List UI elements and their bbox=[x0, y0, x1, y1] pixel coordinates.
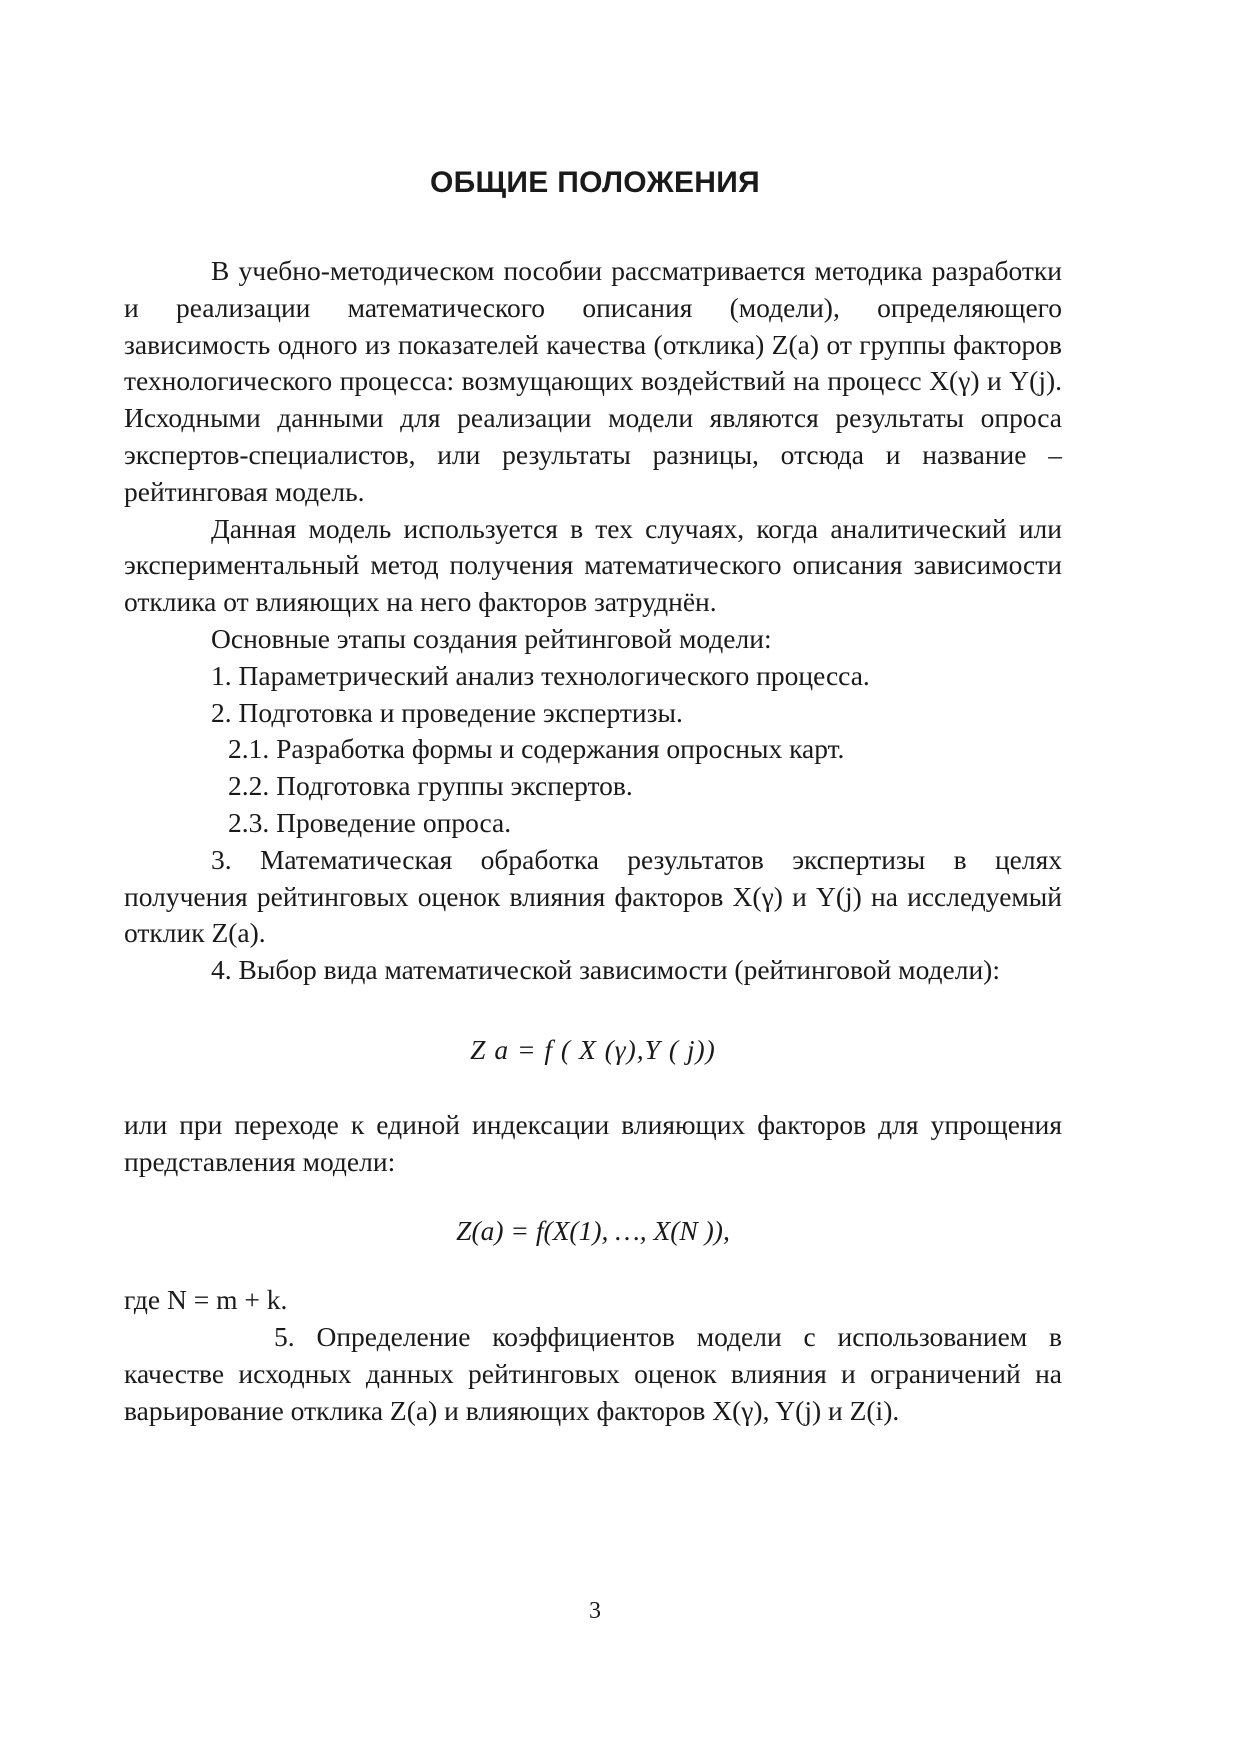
rating-model-formula: Z a = f ( X (γ),Y ( j)) bbox=[470, 1033, 716, 1065]
step-2-1: 2.1. Разработка формы и содержания опросных карт. bbox=[228, 733, 845, 765]
usage-paragraph: Данная модель используется в тех случаях, когда аналитический или экспериментальный метод получения математического описания зависимости отклика от влияющих на него факторов затруднён. bbox=[124, 512, 1062, 618]
step-1: 1. Параметрический анализ технологического процесса. bbox=[211, 659, 870, 691]
body-text bbox=[124, 253, 1062, 1429]
stages-intro: Основные этапы создания рейтинговой модели: bbox=[211, 622, 772, 654]
unified-index-formula: Z(a) = f(X(1), …, X(N )), bbox=[456, 1215, 730, 1247]
page-number: 3 bbox=[589, 1598, 601, 1624]
step-2-3: 2.3. Проведение опроса. bbox=[228, 806, 512, 838]
page-title: ОБЩИЕ ПОЛОЖЕНИЯ bbox=[430, 166, 760, 199]
step-3: 3. Математическая обработка результатов экспертизы в целях получения рейтинговых оценок влияния факторов X(γ) и Y(j) на исследуемый отклик Z(a). bbox=[124, 843, 1062, 949]
transition-text: или при переходе к единой индексации влияющих факторов для упрощения представления модели: bbox=[124, 1108, 1062, 1177]
step-4: 4. Выбор вида математической зависимости (рейтинговой модели): bbox=[211, 954, 1000, 986]
intro-paragraph: В учебно-методическом пособии рассматривается методика разработки и реализации математического описания (модели), определяющего зависимость одного из показателей качества (отклика) Z(a) от группы факторов технологического процесса: возмущающих воздействий на процесс X(γ) и Y(j). Исходными данными для реализации модели являются результаты опроса экспертов-специалистов, или результаты разницы, отсюда и название – рейтинговая модель. bbox=[124, 255, 1062, 507]
step-5: 5. Определение коэффициентов модели с использованием в качестве исходных данных рейтинговых оценок влияния и ограничений на варьирование отклика Z(a) и влияющих факторов X(γ), Y(j) и Z(i). bbox=[124, 1320, 1062, 1426]
where-text: где N = m + k. bbox=[124, 1284, 288, 1316]
step-2-2: 2.2. Подготовка группы экспертов. bbox=[228, 770, 633, 802]
step-2: 2. Подготовка и проведение экспертизы. bbox=[211, 696, 683, 728]
